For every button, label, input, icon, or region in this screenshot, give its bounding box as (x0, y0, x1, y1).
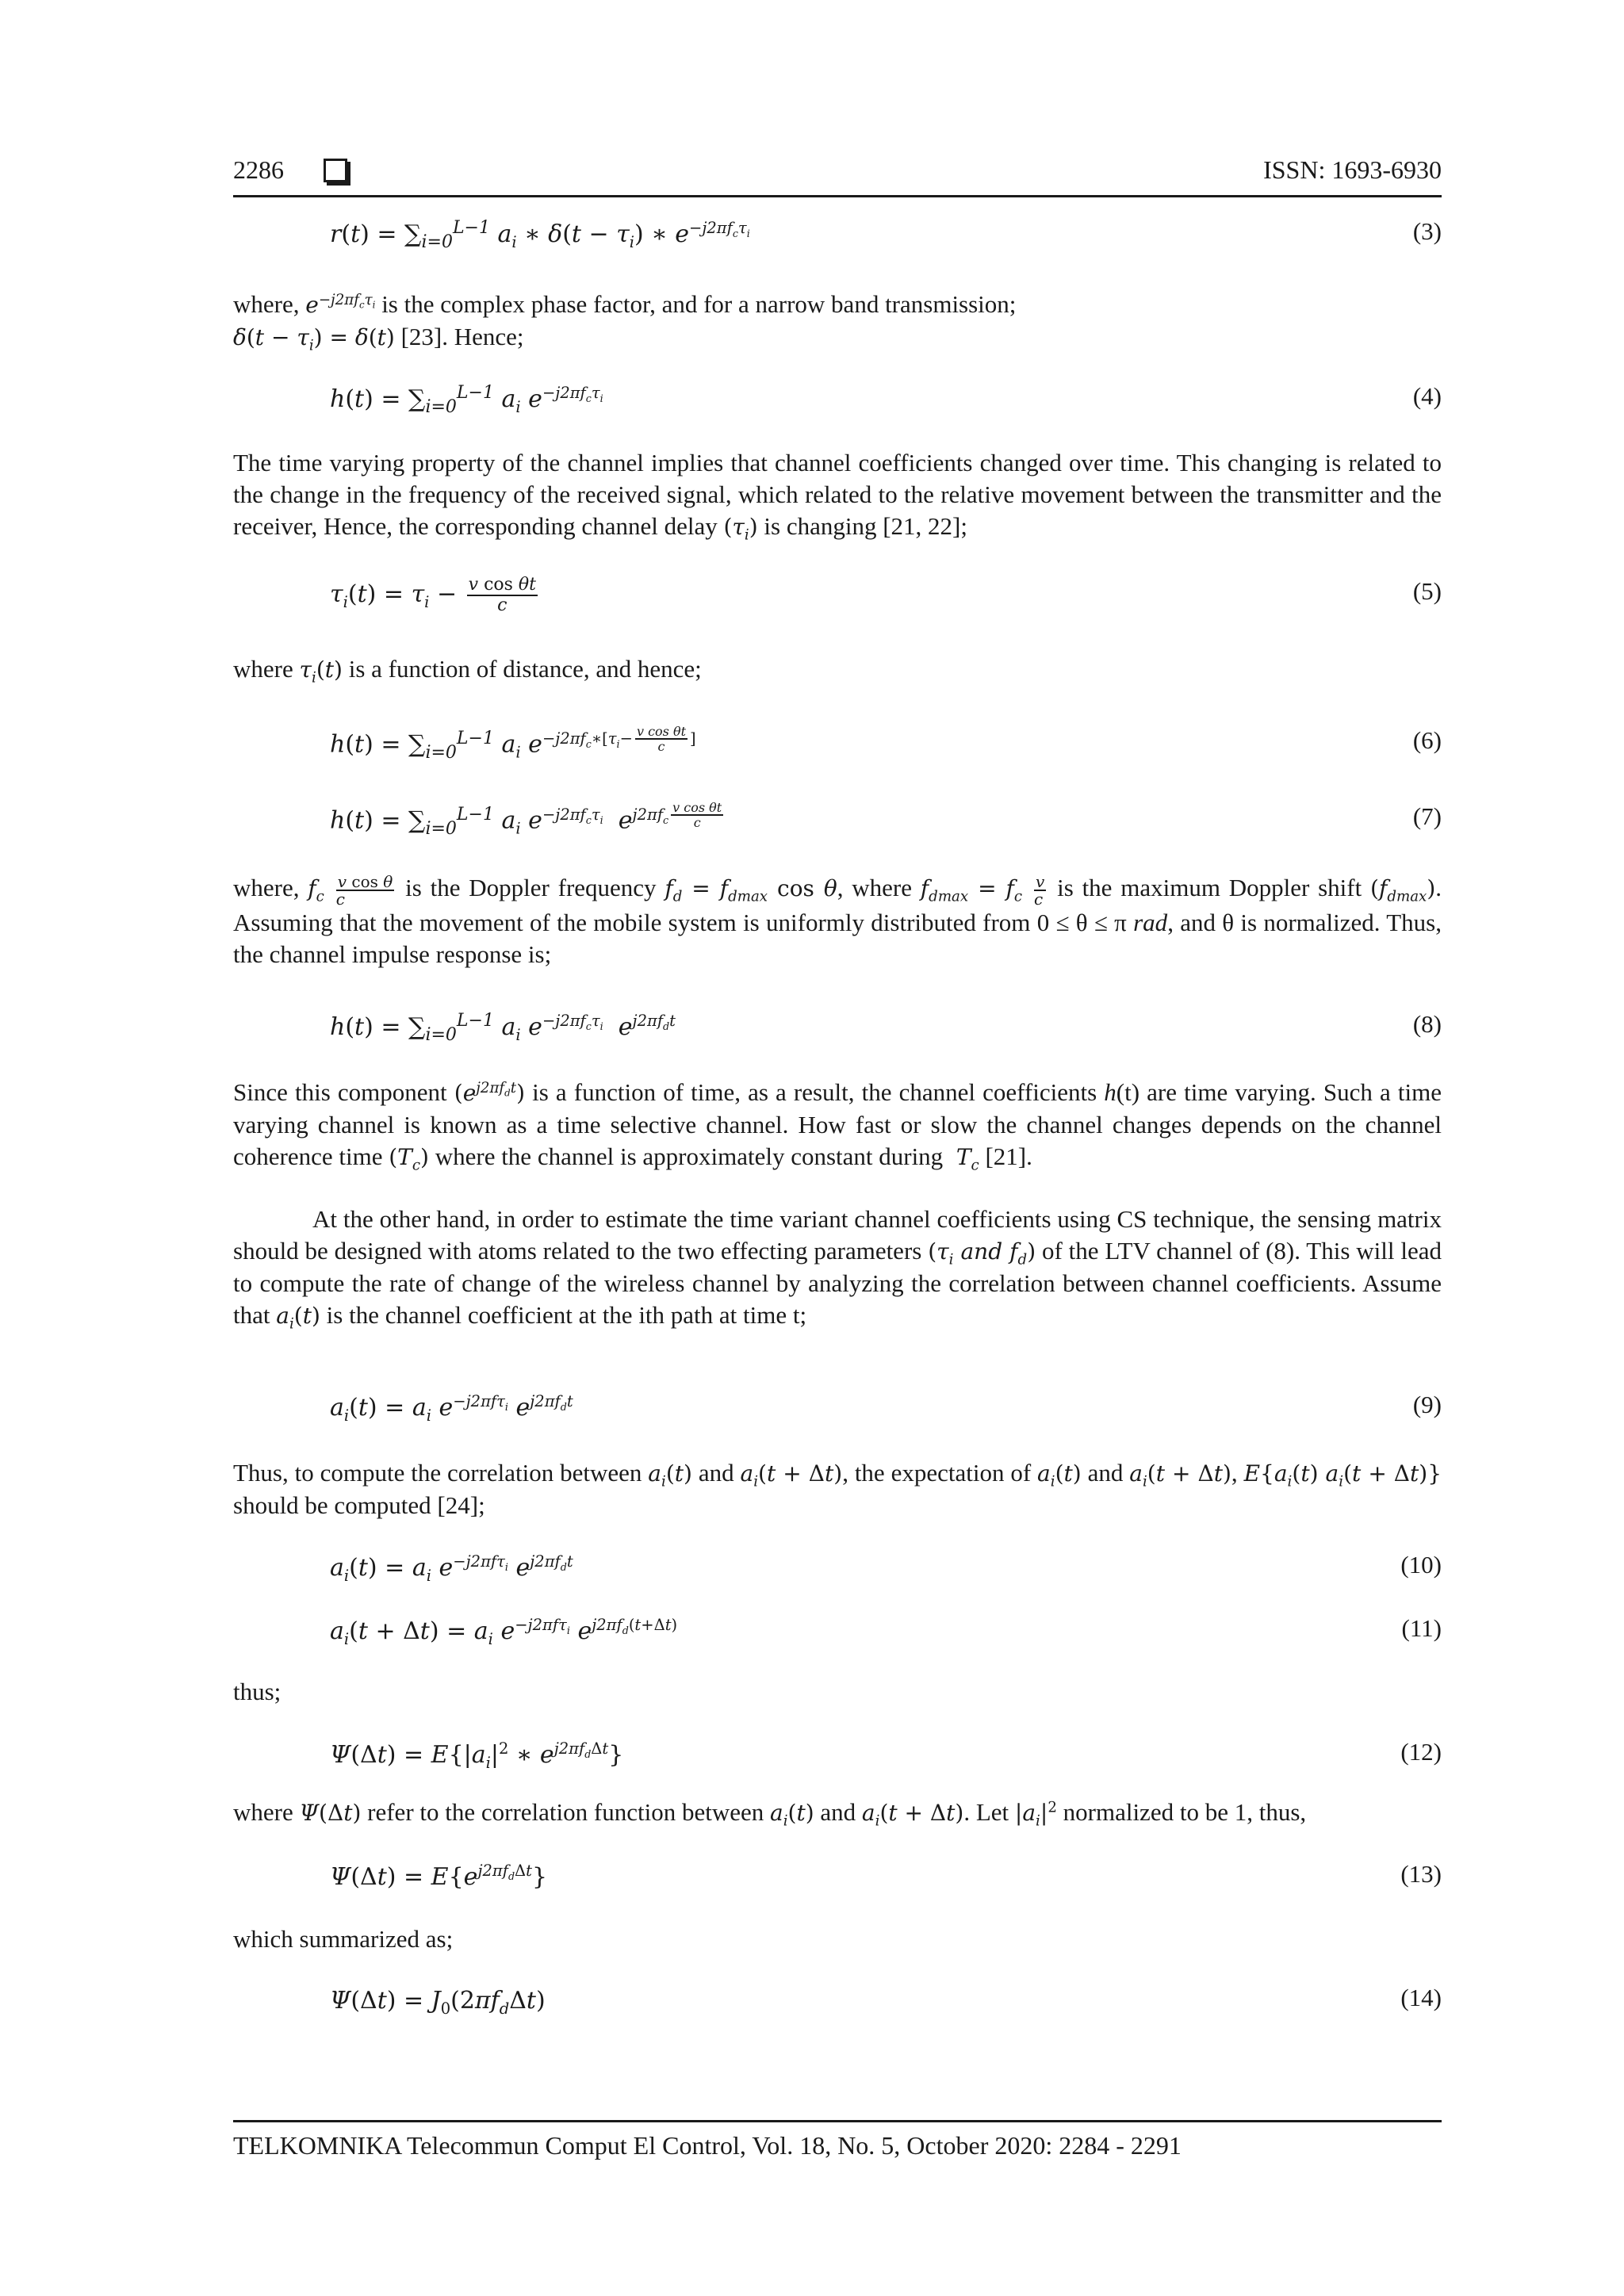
equation-7-number: (7) (1412, 802, 1442, 830)
paragraph-correlation-function: where Ψ(Δt) refer to the correlation function between $a_i(t)$ and $a_i(t + \Delta t)$. Let $|a_i|^2$ normalized to be 1, thus, (233, 1798, 1307, 1830)
text-span: . Let (963, 1798, 1015, 1826)
text-span: , (1231, 1459, 1244, 1487)
paragraph-cs-technique: At the other hand, in order to estimate the time variant channel coefficients using CS technique, the sensing matrix should be designed with atoms related to the two effecting parameters ($\tau_i$ and $f_d$) of the LTV channel of (8). This will lead to compute the rate of change of the wireless channel by analyzing the correlation between channel coefficients. Assume that $a_i(t)$ is the channel coefficient at the ith path at time t; (233, 1205, 1442, 1333)
text-span: is the complex phase factor, and for a narrow band transmission; (375, 290, 1017, 318)
equation-12-number: (12) (1400, 1738, 1442, 1766)
text-span: is a function of time, as a result, the channel coefficients (525, 1078, 1105, 1106)
equation-9 (330, 1389, 1442, 1437)
text-span: of the LTV channel of (8). This will lead to compute the rate of change of the wireless channel by analyzing the correlation between channel coefficients. Assume that (233, 1237, 1442, 1329)
equation-9-number: (9) (1412, 1391, 1442, 1418)
text-span: should be computed [24]; (233, 1491, 485, 1519)
text-span: is changing [21, 22]; (757, 512, 967, 540)
equation-9-formula: $a_i(t) = a_i$ $e^{-j2\pi f\tau_i}$ $e^{j2\pi f_dt}$ (330, 1392, 573, 1425)
equation-3 (330, 216, 1442, 263)
text-span: Thus, to compute the correlation between (233, 1459, 649, 1487)
square-bullet-icon (324, 159, 347, 182)
text-span: rad (1133, 908, 1168, 936)
equation-12 (330, 1736, 1442, 1784)
paragraph-time-selective: Since this component $(e^{j2\pi f_dt})$ is a function of time, as a result, the channel coefficients h(t) are time varying. Such a time varying channel is known as a time selective channel. How fast or slow the channel changes depends on the channel coherence time $(T_c)$ where the channel is approximately constant during $T_c$ [21]. (233, 1078, 1442, 1174)
text-span: is the Doppler frequency (396, 874, 665, 901)
text-span: , where (837, 874, 921, 901)
paragraph-distance: where $\tau_i(t)$ is a function of distance, and hence; (233, 655, 702, 687)
text-span: , the expectation of (842, 1459, 1038, 1487)
equation-6-formula: $h(t) = \sum_{i=0}^{L-1}$ $a_i$ $e^{-j2\pi f_c∗[\tau_i- \frac{\text{v cos θt}}{c} ]}$ (330, 724, 696, 763)
equation-13-formula: $\Psi(\Delta t) = E\{e^{j2\pi f_d\Delta t}\}$ (330, 1862, 548, 1891)
text-span: and (691, 1459, 741, 1487)
text-span: Since this component (233, 1078, 454, 1106)
equation-10-formula: $a_i(t) = a_i$ $e^{-j2\pi f\tau_i}$ $e^{j2\pi f_dt}$ (330, 1552, 573, 1585)
text-span: where, (233, 290, 306, 318)
issn-label: ISSN: 1693-6930 (1263, 155, 1442, 184)
text-span: h (1104, 1078, 1116, 1106)
paragraph-time-varying: The time varying property of the channel implies that channel coefficients changed over time. This changing is related to the change in the frequency of the received signal, which related to the relative movement between the transmitter and the receiver, Hence, the corresponding channel delay $(\tau_i)$ is changing [21, 22]; (233, 449, 1442, 544)
equation-3-number: (3) (1412, 217, 1442, 245)
text-span: At the other hand, in order to estimate the time variant channel coefficients using CS technique, the sensing matrix should be designed with atoms related to the two effecting parameters (233, 1205, 1442, 1265)
text-span: where, (233, 874, 308, 901)
text-span: is the maximum Doppler shift (1048, 874, 1370, 901)
equation-4 (330, 381, 1442, 428)
equation-12-formula: $\Psi(\Delta t) = E\{|a_i|^2$ ∗ $e^{j2\pi f_d\Delta t}$} (330, 1739, 624, 1772)
text-span: where (233, 1798, 300, 1826)
equation-14-number: (14) (1400, 1984, 1442, 2011)
text-span: [23]. Hence; (394, 323, 524, 350)
journal-citation-footer: TELKOMNIKA Telecommun Comput El Control, Vol. 18, No. 5, October 2020: 2284 - 2291 (233, 2131, 1182, 2160)
paragraph-thus: thus; (233, 1678, 282, 1705)
equation-13-number: (13) (1400, 1860, 1442, 1888)
paragraph-doppler: where, $f_c$ $\frac{\text{v cos θ}}{c}$ is the Doppler frequency $f_d = f_{dmax}$ cos θ, where $f_{dmax} = f_c$ $\frac{v}{c}$ is the maximum Doppler shift $(f_{dmax})$. Assuming that the movement of the mobile system is uniformly distributed from 0 ≤ θ ≤ π rad, and θ is normalized. Thus, the channel impulse response is; (233, 871, 1442, 968)
equation-8 (330, 1008, 1442, 1056)
text-span: refer to the correlation function between (361, 1798, 770, 1826)
equation-14-formula: $\Psi(\Delta t) = J_0(2\pi f_d\Delta t)$ (330, 1987, 546, 2018)
text-span: is a function of distance, and hence; (342, 655, 702, 683)
text-span: and (1081, 1459, 1130, 1487)
equation-5 (330, 576, 1442, 623)
equation-11-formula: $a_i(t + \Delta t) = a_i$ $e^{-j2\pi f\tau_i}$ $e^{j2\pi f_d(t+\Delta t)}$ (330, 1616, 678, 1648)
equation-10 (330, 1549, 1442, 1597)
equation-5-formula: $\tau_i(t) = \tau_i$ − $\frac{\text{v cos θt}}{c}$ (330, 575, 537, 615)
equation-6-number: (6) (1412, 726, 1442, 754)
footer-rule (233, 2120, 1442, 2122)
text-span: and (814, 1798, 862, 1826)
text-span: is the channel coefficient at the ith path at time t; (320, 1301, 807, 1329)
text-span: , and θ is normalized. Thus, the channel impulse response is; (233, 908, 1442, 968)
page-header (233, 155, 1442, 195)
text-span: [21]. (979, 1142, 1032, 1170)
text-span: (t) are time varying. Such a time varying channel is known as a time selective channel. How fast or slow the channel changes depends on the channel coherence time (233, 1078, 1442, 1170)
equation-13 (330, 1858, 1442, 1906)
equation-11 (330, 1613, 1442, 1660)
text-span: normalized to be 1, thus, (1056, 1798, 1307, 1826)
header-rule (233, 195, 1442, 197)
equation-8-number: (8) (1412, 1010, 1442, 1038)
equation-8-formula: $h(t) = \sum_{i=0}^{L-1}$ $a_i$ $e^{-j2\pi f_c\tau_i}$ $e^{j2\pi f_dt}$ (330, 1011, 676, 1045)
equation-11-number: (11) (1401, 1614, 1442, 1642)
equation-3-formula: $r(t) = \sum_{i=0}^{L-1}$ $a_i$ ∗ $\delta(t - \tau_i)$ ∗ $e^{-j2\pi f_c\tau_i}$ (330, 218, 750, 252)
paragraph-phase-factor: where, $e^{-j2\pi f_c\tau_i}$ is the complex phase factor, and for a narrow band transmission; $\delta(t - \tau_i) = \delta(t)$ [23]. Hence; (233, 290, 1017, 354)
paragraph-summary: which summarized as; (233, 1925, 454, 1953)
equation-10-number: (10) (1400, 1551, 1442, 1578)
equation-7-formula: $h(t) = \sum_{i=0}^{L-1}$ $a_i$ $e^{-j2\pi f_c\tau_i}$ $e^{j2\pi f_c \frac{\text{v cos θt}}{c}}$ (330, 800, 722, 839)
text-span: . Assuming that the movement of the mobile system is uniformly distributed from 0 ≤ θ ≤ π (233, 874, 1442, 936)
text-span: where the channel is approximately constant during (428, 1142, 949, 1170)
equation-4-formula: $h(t) = \sum_{i=0}^{L-1}$ $a_i$ $e^{-j2\pi f_c\tau_i}$ (330, 383, 603, 417)
text-span: where (233, 655, 300, 683)
equation-7 (330, 801, 1442, 848)
equation-14 (330, 1982, 1442, 2030)
equation-6 (330, 725, 1442, 772)
equation-5-number: (5) (1412, 577, 1442, 605)
text-span: The time varying property of the channel implies that channel coefficients changed over time. This changing is related to the change in the frequency of the received signal, which related to the relative movement between the transmitter and the receiver, Hence, the corresponding channel delay (233, 449, 1442, 540)
equation-4-number: (4) (1412, 382, 1442, 410)
page-number: 2286 (233, 155, 284, 184)
paragraph-correlation: Thus, to compute the correlation between $a_i(t)$ and $a_i(t + \Delta t)$, the expectation of $a_i(t)$ and $a_i(t + \Delta t)$, $E\{a_i(t) a_i(t + \Delta t)\}$ should be computed [24]; (233, 1459, 1442, 1519)
